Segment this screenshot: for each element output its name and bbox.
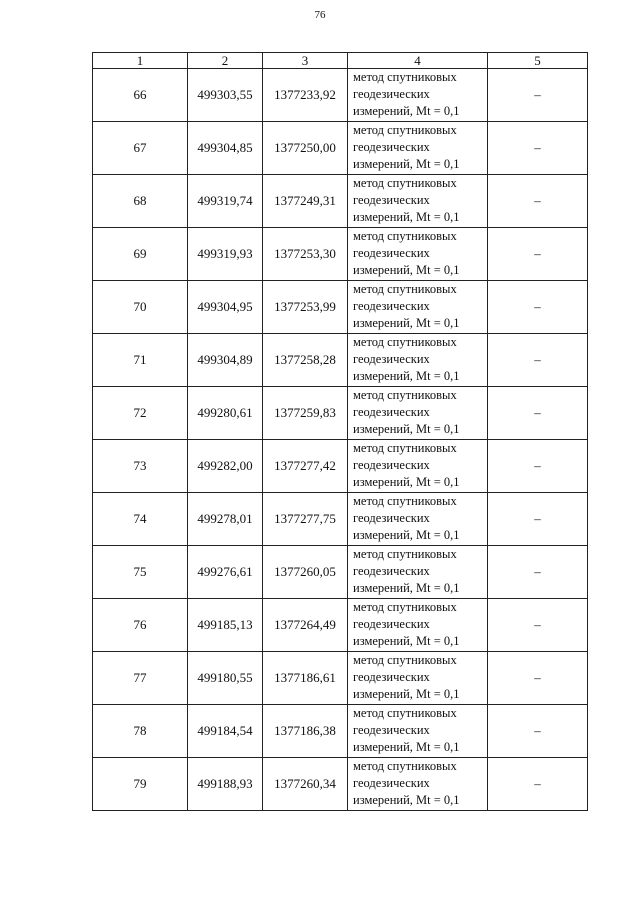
y-coordinate-cell: 1377258,28 xyxy=(263,334,348,387)
method-cell xyxy=(348,493,488,546)
method-line: измерений, Mt = 0,1 xyxy=(353,422,460,436)
table-row xyxy=(93,69,588,122)
method-line: измерений, Mt = 0,1 xyxy=(353,528,460,542)
x-coordinate-cell: 499282,00 xyxy=(188,440,263,493)
y-coordinate-cell: 1377259,83 xyxy=(263,387,348,440)
method-cell xyxy=(348,599,488,652)
method-cell xyxy=(348,546,488,599)
x-coordinate-cell: 499304,95 xyxy=(188,281,263,334)
point-number-cell: 77 xyxy=(93,652,188,705)
note-cell: – xyxy=(488,228,588,281)
point-number-cell: 79 xyxy=(93,758,188,811)
method-line: геодезических xyxy=(353,193,430,207)
method-line: геодезических xyxy=(353,511,430,525)
column-header-4: 4 xyxy=(348,53,488,69)
method-line: измерений, Mt = 0,1 xyxy=(353,369,460,383)
x-coordinate-cell: 499280,61 xyxy=(188,387,263,440)
y-coordinate-cell: 1377277,75 xyxy=(263,493,348,546)
method-line: измерений, Mt = 0,1 xyxy=(353,104,460,118)
note-cell: – xyxy=(488,493,588,546)
x-coordinate-cell: 499304,89 xyxy=(188,334,263,387)
note-cell: – xyxy=(488,546,588,599)
point-number-cell: 75 xyxy=(93,546,188,599)
page-number: 76 xyxy=(314,9,326,21)
note-cell: – xyxy=(488,440,588,493)
table-row xyxy=(93,493,588,546)
column-header-5: 5 xyxy=(488,53,588,69)
y-coordinate-cell: 1377253,30 xyxy=(263,228,348,281)
column-header-3: 3 xyxy=(263,53,348,69)
table-row xyxy=(93,281,588,334)
note-cell: – xyxy=(488,387,588,440)
x-coordinate-cell: 499319,93 xyxy=(188,228,263,281)
method-line: геодезических xyxy=(353,617,430,631)
method-cell xyxy=(348,175,488,228)
method-cell xyxy=(348,440,488,493)
column-header-1: 1 xyxy=(93,53,188,69)
table-row xyxy=(93,387,588,440)
method-line: геодезических xyxy=(353,564,430,578)
table-row xyxy=(93,334,588,387)
method-line: метод спутниковых xyxy=(353,706,457,720)
point-number-cell: 69 xyxy=(93,228,188,281)
x-coordinate-cell: 499304,85 xyxy=(188,122,263,175)
method-line: измерений, Mt = 0,1 xyxy=(353,316,460,330)
method-line: геодезических xyxy=(353,458,430,472)
point-number-cell: 68 xyxy=(93,175,188,228)
method-line: метод спутниковых xyxy=(353,494,457,508)
x-coordinate-cell: 499185,13 xyxy=(188,599,263,652)
x-coordinate-cell: 499184,54 xyxy=(188,705,263,758)
method-line: геодезических xyxy=(353,87,430,101)
note-cell: – xyxy=(488,122,588,175)
table-row xyxy=(93,122,588,175)
coordinates-table xyxy=(92,52,588,811)
point-number-cell: 70 xyxy=(93,281,188,334)
method-line: измерений, Mt = 0,1 xyxy=(353,581,460,595)
method-cell xyxy=(348,387,488,440)
point-number-cell: 71 xyxy=(93,334,188,387)
table-row xyxy=(93,175,588,228)
point-number-cell: 73 xyxy=(93,440,188,493)
method-cell xyxy=(348,758,488,811)
method-line: измерений, Mt = 0,1 xyxy=(353,740,460,754)
method-line: метод спутниковых xyxy=(353,335,457,349)
table-row xyxy=(93,652,588,705)
method-line: метод спутниковых xyxy=(353,759,457,773)
x-coordinate-cell: 499276,61 xyxy=(188,546,263,599)
note-cell: – xyxy=(488,69,588,122)
method-cell xyxy=(348,122,488,175)
note-cell: – xyxy=(488,758,588,811)
x-coordinate-cell: 499303,55 xyxy=(188,69,263,122)
table-row xyxy=(93,440,588,493)
y-coordinate-cell: 1377250,00 xyxy=(263,122,348,175)
point-number-cell: 74 xyxy=(93,493,188,546)
method-cell xyxy=(348,334,488,387)
point-number-cell: 67 xyxy=(93,122,188,175)
y-coordinate-cell: 1377253,99 xyxy=(263,281,348,334)
method-line: метод спутниковых xyxy=(353,388,457,402)
method-cell xyxy=(348,228,488,281)
method-line: метод спутниковых xyxy=(353,600,457,614)
y-coordinate-cell: 1377264,49 xyxy=(263,599,348,652)
note-cell: – xyxy=(488,705,588,758)
method-cell xyxy=(348,281,488,334)
note-cell: – xyxy=(488,281,588,334)
method-line: метод спутниковых xyxy=(353,123,457,137)
table-row xyxy=(93,705,588,758)
y-coordinate-cell: 1377186,61 xyxy=(263,652,348,705)
method-cell xyxy=(348,652,488,705)
method-line: измерений, Mt = 0,1 xyxy=(353,687,460,701)
y-coordinate-cell: 1377260,05 xyxy=(263,546,348,599)
y-coordinate-cell: 1377186,38 xyxy=(263,705,348,758)
method-cell xyxy=(348,705,488,758)
method-cell xyxy=(348,69,488,122)
method-line: метод спутниковых xyxy=(353,653,457,667)
method-line: метод спутниковых xyxy=(353,176,457,190)
column-header-2: 2 xyxy=(188,53,263,69)
point-number-cell: 76 xyxy=(93,599,188,652)
method-line: метод спутниковых xyxy=(353,70,457,84)
method-line: измерений, Mt = 0,1 xyxy=(353,475,460,489)
y-coordinate-cell: 1377277,42 xyxy=(263,440,348,493)
y-coordinate-cell: 1377233,92 xyxy=(263,69,348,122)
method-line: измерений, Mt = 0,1 xyxy=(353,263,460,277)
point-number-cell: 66 xyxy=(93,69,188,122)
method-line: геодезических xyxy=(353,246,430,260)
method-line: геодезических xyxy=(353,776,430,790)
method-line: метод спутниковых xyxy=(353,441,457,455)
method-line: геодезических xyxy=(353,723,430,737)
method-line: геодезических xyxy=(353,140,430,154)
table-row xyxy=(93,546,588,599)
point-number-cell: 78 xyxy=(93,705,188,758)
note-cell: – xyxy=(488,175,588,228)
table-row xyxy=(93,599,588,652)
method-line: геодезических xyxy=(353,670,430,684)
method-line: измерений, Mt = 0,1 xyxy=(353,157,460,171)
method-line: геодезических xyxy=(353,299,430,313)
method-line: метод спутниковых xyxy=(353,229,457,243)
point-number-cell: 72 xyxy=(93,387,188,440)
x-coordinate-cell: 499278,01 xyxy=(188,493,263,546)
note-cell: – xyxy=(488,599,588,652)
table-row xyxy=(93,228,588,281)
method-line: измерений, Mt = 0,1 xyxy=(353,210,460,224)
table-row xyxy=(93,758,588,811)
method-line: измерений, Mt = 0,1 xyxy=(353,793,460,807)
header-row xyxy=(93,53,588,69)
method-line: метод спутниковых xyxy=(353,547,457,561)
method-line: метод спутниковых xyxy=(353,282,457,296)
x-coordinate-cell: 499319,74 xyxy=(188,175,263,228)
x-coordinate-cell: 499180,55 xyxy=(188,652,263,705)
method-line: измерений, Mt = 0,1 xyxy=(353,634,460,648)
note-cell: – xyxy=(488,334,588,387)
y-coordinate-cell: 1377249,31 xyxy=(263,175,348,228)
y-coordinate-cell: 1377260,34 xyxy=(263,758,348,811)
x-coordinate-cell: 499188,93 xyxy=(188,758,263,811)
note-cell: – xyxy=(488,652,588,705)
method-line: геодезических xyxy=(353,405,430,419)
method-line: геодезических xyxy=(353,352,430,366)
